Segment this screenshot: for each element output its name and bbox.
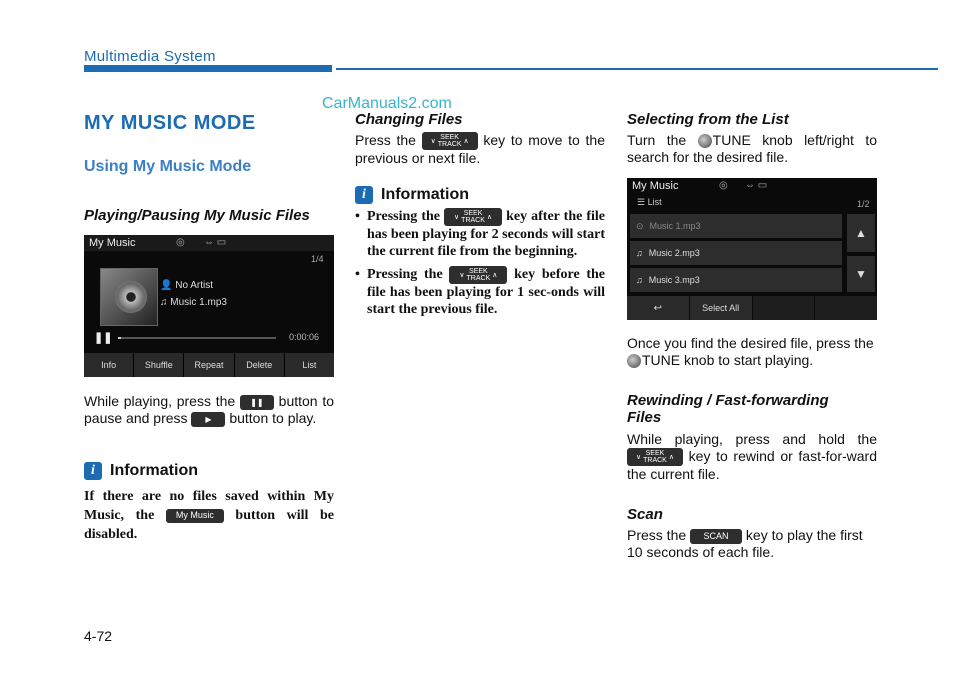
elapsed-time: 0:00:06	[289, 332, 320, 342]
music-note-icon: ♫	[636, 248, 643, 258]
track-name: Music 1.mp3	[170, 297, 227, 308]
disc-icon: ◎	[719, 180, 728, 191]
list-item[interactable]: ♫ Music 2.mp3	[630, 241, 842, 265]
info-text-1: If there are no files saved within My Music, the My Music button will be disabled.	[84, 489, 334, 542]
once-paragraph: Once you find the desired file, press the TUNE knob to start playing.	[627, 335, 874, 368]
usb-icon: ⇔ ▭	[204, 237, 227, 248]
list-screen	[627, 178, 877, 320]
heading-playing: Playing/Pausing My Music Files	[84, 207, 310, 224]
page-title: MY MUSIC MODE	[84, 112, 256, 134]
pause-play-paragraph: While playing, press the ❚❚ button to pause and press ▶ button to play.	[84, 393, 335, 426]
disabled-button	[753, 296, 815, 320]
info-title: Information	[381, 186, 469, 203]
music-note-icon: ♫	[160, 297, 171, 308]
album-art	[100, 268, 158, 326]
info-title: Information	[110, 462, 198, 479]
play-key-icon: ▶	[191, 412, 225, 427]
header-rule	[336, 68, 938, 70]
bullet-item: • Pressing the ∨ SEEK TRACK ∧ key before the file has been playing for 1 sec-onds will start the previous file.	[355, 267, 606, 317]
page-number: 4-72	[84, 628, 113, 644]
pause-key-icon: ❚❚	[240, 395, 274, 410]
screen-page: 1/2	[857, 199, 870, 209]
tune-knob-icon	[698, 134, 712, 148]
seek-track-key: ∨ SEEK TRACK ∧	[449, 266, 507, 284]
list-item[interactable]: ♫ Music 3.mp3	[630, 268, 842, 292]
changing-files-paragraph: Press the ∨ SEEK TRACK ∧ key to move to the previous or next file.	[355, 132, 605, 167]
scan-paragraph: Press the SCAN key to play the first 10 seconds of each file.	[627, 527, 863, 560]
section-subtitle: Using My Music Mode	[84, 158, 252, 175]
music-note-icon: ♫	[636, 275, 643, 285]
my-music-key: My Music	[166, 509, 224, 523]
list-label: List	[647, 197, 662, 207]
play-circle-icon: ⊙	[636, 220, 644, 231]
scroll-up-button[interactable]: ▲	[847, 214, 875, 252]
repeat-button[interactable]: Repeat	[184, 353, 233, 377]
screen-page: 1/4	[311, 254, 324, 264]
scroll-down-button[interactable]: ▼	[847, 256, 875, 292]
artist-icon: 👤	[160, 280, 176, 291]
info-icon: i	[84, 462, 102, 480]
screen-title: My Music	[632, 180, 679, 192]
info-box-2	[355, 186, 469, 204]
list-icon: ☰	[637, 197, 648, 207]
tune-knob-icon	[627, 354, 641, 368]
heading-rewinding: Rewinding / Fast-forwarding Files	[627, 392, 829, 426]
artist-name: No Artist	[175, 280, 214, 291]
select-all-button[interactable]: Select All	[690, 296, 752, 320]
screen-button-bar	[627, 296, 877, 320]
selecting-paragraph: Turn the TUNE knob left/right to search for the desired file.	[627, 132, 878, 165]
header-bar	[84, 65, 332, 72]
disabled-button	[815, 296, 877, 320]
info-box-1	[84, 462, 198, 480]
heading-scan: Scan	[627, 506, 663, 523]
shuffle-button[interactable]: Shuffle	[134, 353, 183, 377]
progress-bar[interactable]	[118, 337, 276, 339]
my-music-screen	[84, 235, 334, 377]
back-button[interactable]: ↩	[627, 296, 689, 320]
list-item[interactable]: ⊙ Music 1.mp3	[630, 214, 842, 238]
usb-icon: ⇔ ▭	[745, 180, 768, 191]
heading-changing-files: Changing Files	[355, 111, 463, 128]
seek-track-key: ∨ SEEK TRACK ∧	[422, 132, 478, 150]
pause-icon[interactable]: ❚❚	[94, 332, 113, 344]
screen-button-bar	[84, 353, 334, 377]
section-header: Multimedia System	[84, 48, 216, 65]
bullet-item: • Pressing the ∨ SEEK TRACK ∧ key after the file has been playing for 2 seconds will start the current file from the beginning.	[355, 209, 606, 259]
watermark: CarManuals2.com	[322, 95, 452, 112]
delete-button[interactable]: Delete	[235, 353, 284, 377]
screen-title: My Music	[89, 237, 136, 249]
seek-track-key: ∨ SEEK TRACK ∧	[627, 448, 683, 466]
disc-icon: ◎	[176, 237, 185, 248]
info-bullets	[355, 208, 605, 318]
heading-selecting: Selecting from the List	[627, 111, 789, 128]
list-button[interactable]: List	[285, 353, 334, 377]
scan-key: SCAN	[690, 529, 742, 544]
seek-track-key: ∨ SEEK TRACK ∧	[444, 208, 502, 226]
info-button[interactable]: Info	[84, 353, 133, 377]
rewinding-paragraph: While playing, press and hold the ∨ SEEK TRACK ∧ key to rewind or fast-for-ward the current file.	[627, 431, 877, 483]
info-icon: i	[355, 186, 373, 204]
